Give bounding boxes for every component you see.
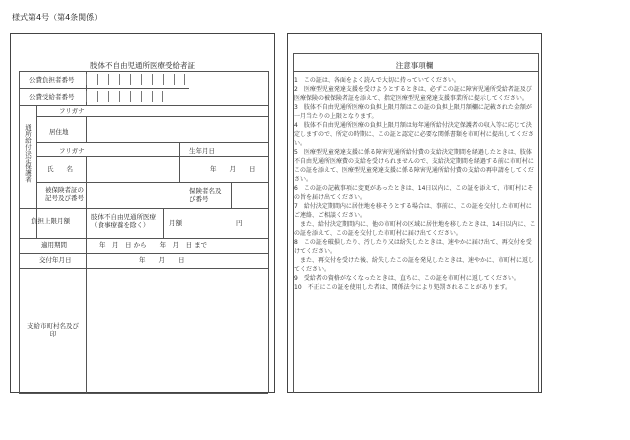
insurer-name-label: 保険者名及び番号 xyxy=(189,187,222,203)
limit-label: 負担上限月額 xyxy=(31,217,70,225)
certificate-back-panel xyxy=(287,33,542,393)
yen-label: 円 xyxy=(236,219,243,227)
payer-number-label: 公費負担者番号 xyxy=(29,76,75,84)
note-item: 6 この証の記載事項に変更があったときは、14日以内に、この証を添えて、市町村にその旨を届け出てください。 xyxy=(294,185,534,201)
municipality-label: 支給市町村名及び印 xyxy=(27,322,79,338)
period-value: 年 月 日 から 年 月 日 まで xyxy=(99,241,208,249)
payer-number-boxes xyxy=(86,74,185,85)
recipient-number-boxes xyxy=(86,91,163,102)
note-item: 9 受給者の資格がなくなったときは、直ちに、この証を市町村に返してください。 xyxy=(294,275,520,282)
note-item: 1 この証は、各面をよく読んで大切に持っていてください。 xyxy=(294,77,460,84)
note-item: 2 医療型児童発達支援を受けようとするときは、必ずこの証に障害児通所受給者証及び医療保険の被保険者証を添えて、指定医療型児童発達支援事業所に提示してください。 xyxy=(294,86,532,102)
certificate-title: 肢体不自由児通所医療受給者証 xyxy=(90,61,195,70)
note-item: 7 給付決定期間内に居住地を移そうとする場合は、事前に、この証を交付した市町村にご連絡、ご相談ください。 xyxy=(294,203,532,219)
limit-description: 肢体不自由児通所医療（食事療養を除く） xyxy=(91,213,156,229)
note-item: 4 肢体不自由児通所医療の負担上限月額は毎年通所給付決定保護者の収入等に応じて決定しますので、所定の時期に、この証と認定に必要な関係書類を市町村に提出してください。 xyxy=(294,122,534,147)
birthdate-label: 生年月日 xyxy=(189,147,215,155)
insured-symbol-label: 被保険者証の記号及び番号 xyxy=(45,186,84,202)
recipient-number-label: 公費受給者番号 xyxy=(29,93,75,101)
note-item: また、給付決定期間内に、他の市町村の区域に居住地を移したときは、14日以内に、この証を添えて、この証を交付した市町村に届け出てください。 xyxy=(294,221,536,237)
furigana-label-2: フリガナ xyxy=(59,147,85,155)
note-item: 10 不正にこの証を使用した者は、関係法令により処罰されることがあります。 xyxy=(294,284,512,291)
certificate-front-panel xyxy=(10,33,275,393)
note-item: また、再交付を受けた後、紛失したこの証を発見したときは、速やかに、市町村に返してください。 xyxy=(294,257,535,273)
name-date-value: 年 月 日 xyxy=(210,165,256,173)
furigana-label-1: フリガナ xyxy=(59,107,85,115)
issue-date-label: 交付年月日 xyxy=(39,256,72,264)
monthly-label: 月額 xyxy=(169,219,182,227)
note-item: 8 この証を破損したり、汚したり又は紛失したときは、速やかに届け出て、再交付を受けてください。 xyxy=(294,239,532,255)
issue-date-value: 年 月 日 xyxy=(139,256,185,264)
guardian-vertical-label: 通所給付決定保護者 xyxy=(24,124,32,183)
name-label: 氏 名 xyxy=(47,165,73,173)
note-item: 5 医療型児童発達支援に係る障害児通所給付費の支給決定期間を経過したときは、肢体不自由児通所医療費の支給を受けられませんので、支給決定期間を経過する前に市町村にこの証を添えて、医療型児童発達支援に係る障害児通所給付費の支給の再申請をしてください。 xyxy=(294,149,534,183)
address-label: 居住地 xyxy=(49,128,69,136)
form-number-label: 様式第4号（第4条関係） xyxy=(12,13,103,22)
period-label: 適用期間 xyxy=(41,241,67,249)
notes-list xyxy=(294,76,537,292)
note-item: 3 肢体不自由児通所医療の負担上限月額はこの証の負担上限月額欄に記載された金額が一月当たりの上限となります。 xyxy=(294,104,532,120)
notes-title: 注意事項欄 xyxy=(395,61,434,70)
